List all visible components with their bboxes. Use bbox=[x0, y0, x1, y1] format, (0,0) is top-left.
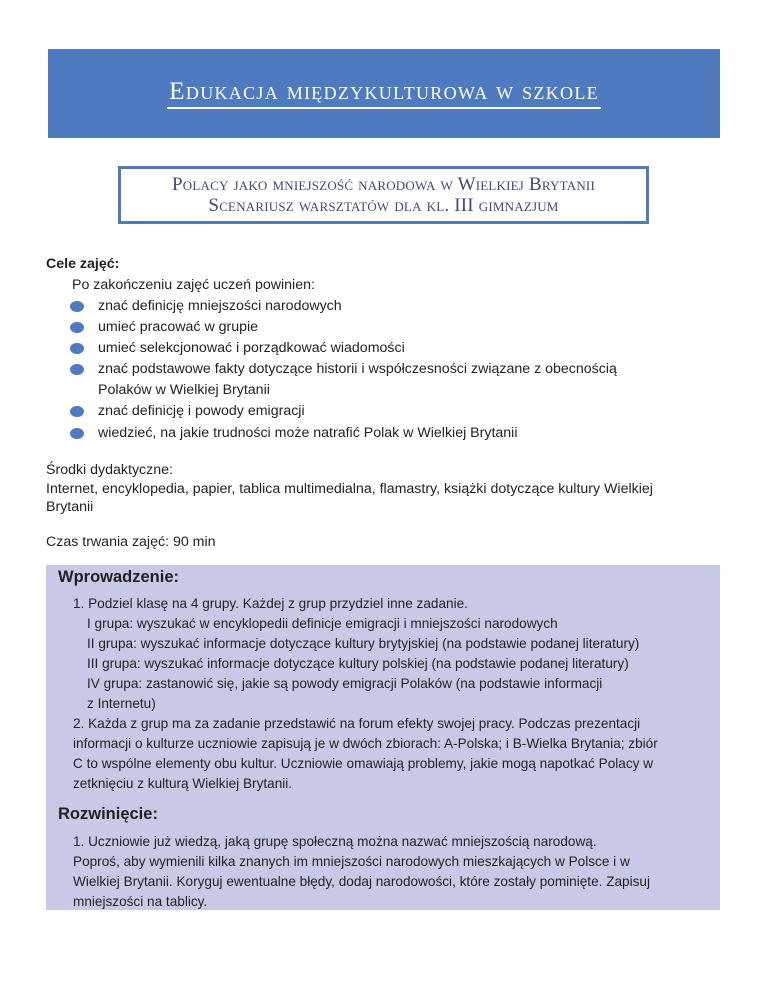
goals-intro: Po zakończeniu zajęć uczeń powinien: bbox=[72, 277, 315, 293]
intro-heading: Wprowadzenie: bbox=[58, 568, 180, 586]
subtitle-box bbox=[118, 166, 649, 224]
page-title: Edukacja międzykulturowa w szkole bbox=[167, 78, 601, 109]
bullet-icon bbox=[70, 343, 84, 354]
intro-line: zetknięciu z kulturą Wielkiej Brytanii. bbox=[73, 776, 293, 791]
bullet-icon bbox=[70, 428, 84, 439]
bullet-icon bbox=[70, 406, 84, 417]
intro-line: III grupa: wyszukać informacje dotyczące kultury polskiej (na podstawie podanej literatury) bbox=[87, 656, 629, 671]
list-item bbox=[70, 423, 518, 444]
development-line: mniejszości na tablicy. bbox=[73, 894, 208, 909]
resources-line: Internet, encyklopedia, papier, tablica multimedialna, flamastry, książki dotyczące kultury Wielkiej bbox=[46, 481, 653, 497]
subtitle-line-2: Scenariusz warsztatów dla kl. III gimnazjum bbox=[208, 195, 559, 216]
goal-text: wiedzieć, na jakie trudności może natrafić Polak w Wielkiej Brytanii bbox=[98, 425, 518, 441]
goal-text-continuation: Polaków w Wielkiej Brytanii bbox=[98, 382, 270, 398]
resources-heading: Środki dydaktyczne: bbox=[46, 462, 173, 478]
goals-heading: Cele zajęć: bbox=[46, 256, 120, 272]
intro-section bbox=[46, 565, 720, 802]
intro-line: I grupa: wyszukać w encyklopedii definicje emigracji i mniejszości narodowych bbox=[87, 616, 558, 631]
intro-line: 2. Każda z grup ma za zadanie przedstawić na forum efekty swojej pracy. Podczas prezentacji bbox=[73, 716, 641, 731]
list-item bbox=[70, 296, 342, 317]
duration: Czas trwania zajęć: 90 min bbox=[46, 534, 216, 550]
bullet-icon bbox=[70, 301, 84, 312]
goal-text: znać definicję mniejszości narodowych bbox=[98, 298, 342, 314]
development-line: 1. Uczniowie już wiedzą, jaką grupę społeczną można nazwać mniejszością narodową. bbox=[73, 834, 597, 849]
intro-line: II grupa: wyszukać informacje dotyczące kultury brytyjskiej (na podstawie podanej literatury) bbox=[87, 636, 640, 651]
title-banner bbox=[48, 49, 720, 138]
development-section bbox=[46, 802, 720, 910]
resources-line: Brytanii bbox=[46, 499, 94, 515]
goal-text: umieć pracować w grupie bbox=[98, 319, 259, 335]
list-item bbox=[70, 317, 258, 338]
intro-line: C to wspólne elementy obu kultur. Uczniowie omawiają problemy, jakie mogą napotkać Polacy w bbox=[73, 756, 654, 771]
list-item bbox=[70, 359, 617, 380]
goal-text: znać podstawowe fakty dotyczące historii i współczesności związane z obecnością bbox=[98, 361, 617, 377]
development-line: Wielkiej Brytanii. Koryguj ewentualne błędy, dodaj narodowości, które zostały pominięte. Zapisuj bbox=[73, 874, 651, 889]
list-item bbox=[70, 401, 305, 422]
intro-line: informacji o kulturze uczniowie zapisują je w dwóch zbiorach: A-Polska; i B-Wielka Brytania; zbiór bbox=[73, 736, 658, 751]
intro-line: z Internetu) bbox=[87, 696, 156, 711]
goal-text: umieć selekcjonować i porządkować wiadomości bbox=[98, 340, 405, 356]
intro-line: IV grupa: zastanowić się, jakie są powody emigracji Polaków (na podstawie informacji bbox=[87, 676, 603, 691]
bullet-icon bbox=[70, 322, 84, 333]
development-heading: Rozwinięcie: bbox=[58, 805, 158, 823]
goal-text: znać definicję i powody emigracji bbox=[98, 403, 305, 419]
development-line: Poproś, aby wymienili kilka znanych im mniejszości narodowych mieszkających w Polsce i w bbox=[73, 854, 630, 869]
list-item bbox=[70, 338, 405, 359]
bullet-icon bbox=[70, 364, 84, 375]
subtitle-line-1: Polacy jako mniejszość narodowa w Wielkiej Brytanii bbox=[172, 174, 595, 195]
intro-line: 1. Podziel klasę na 4 grupy. Każdej z grup przydziel inne zadanie. bbox=[73, 596, 468, 611]
